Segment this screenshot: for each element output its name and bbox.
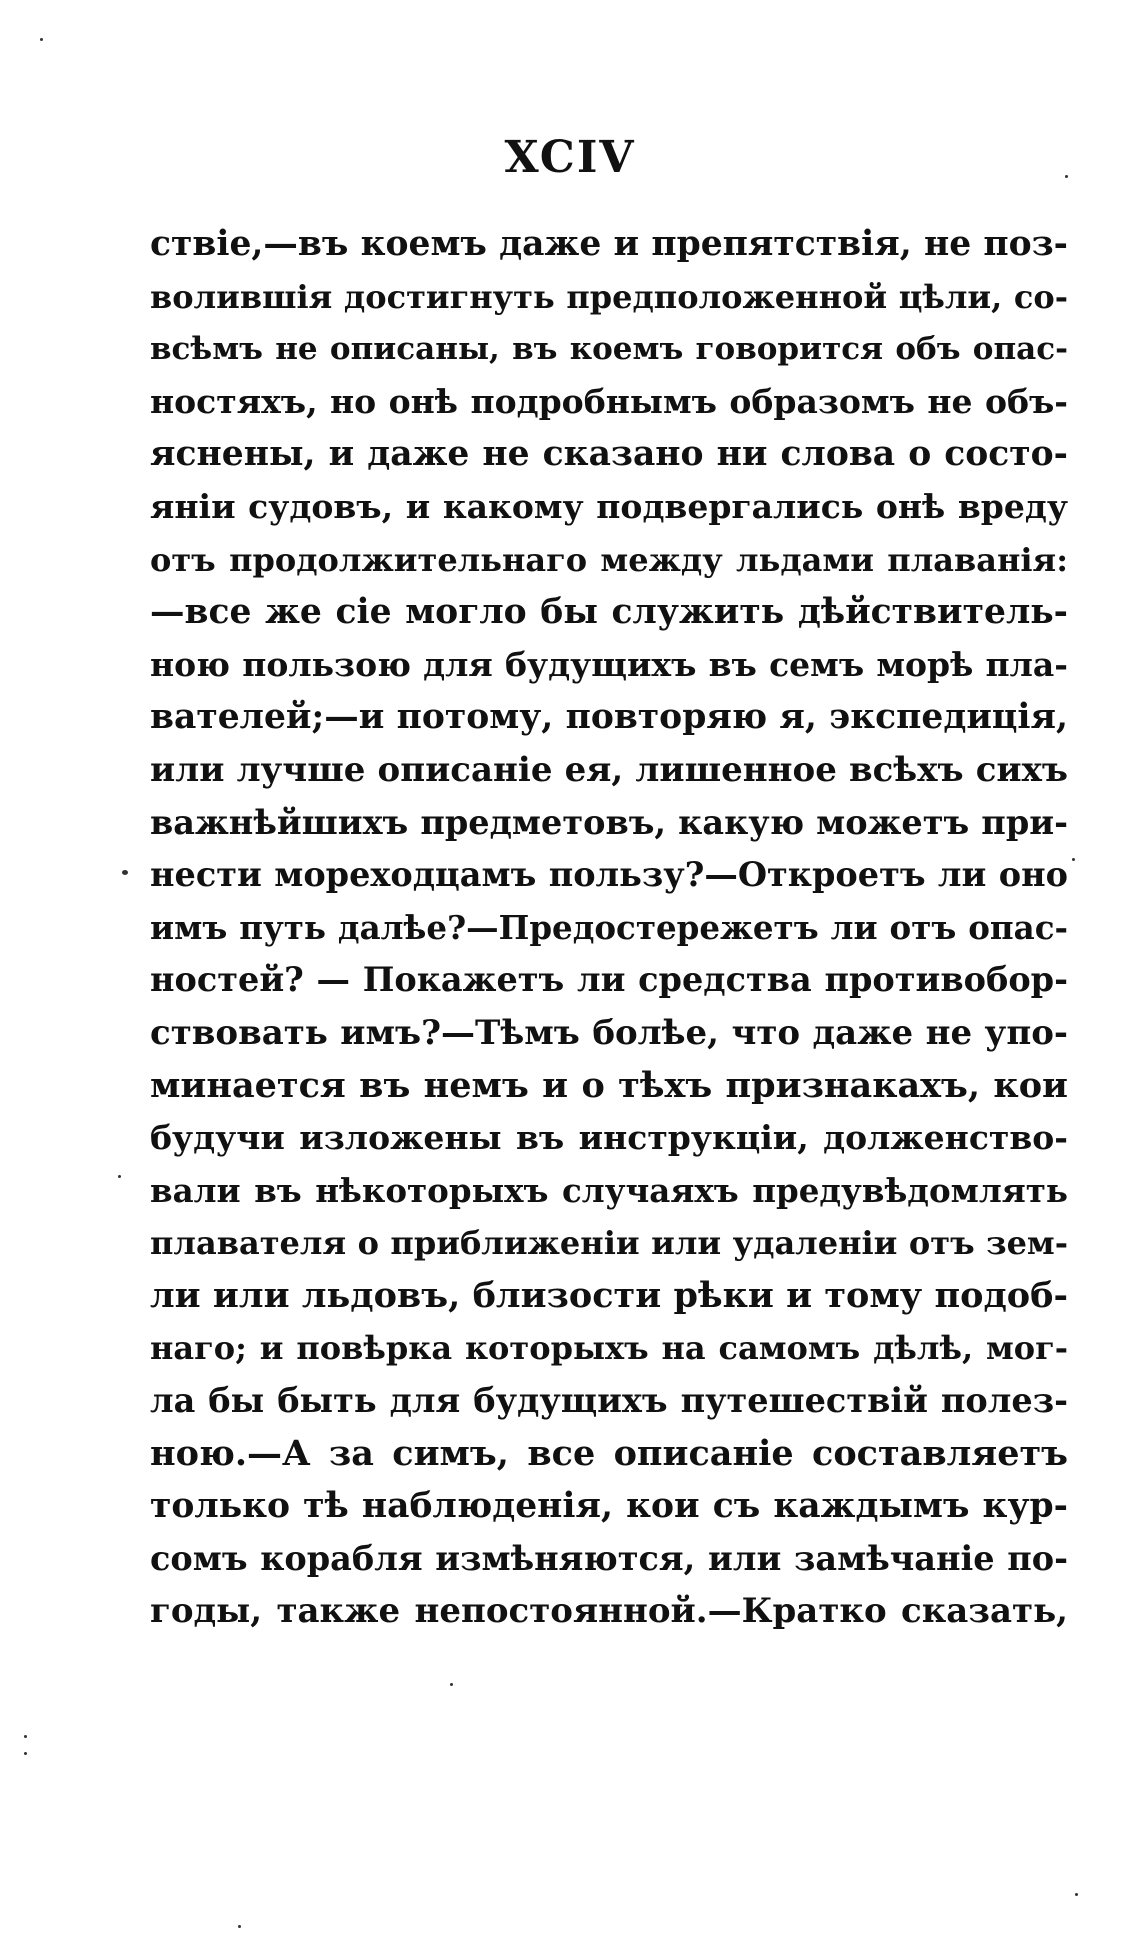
text-line-3: всѣмъ не описаны, въ коемъ говорится объ опас- [150, 331, 1068, 368]
text-line-4: ностяхъ, но онѣ подробнымъ образомъ не объ- [150, 381, 1068, 421]
text-line-20: плавателя о приближеніи или удаленіи отъ зем- [150, 1224, 1068, 1263]
scan-speck [24, 1752, 27, 1755]
text-line-19: вали въ нѣкоторыхъ случаяхъ предувѣдомлять [150, 1170, 1068, 1210]
text-line-14: имъ путь далѣе?—Предостережетъ ли отъ опас- [150, 907, 1068, 947]
text-line-10: вателей;—и потому, повторяю я, экспедиція, [150, 697, 1068, 738]
scan-speck [1065, 175, 1068, 178]
text-line-16: ствовать имъ?—Тѣмъ болѣе, что даже не упо- [150, 1012, 1068, 1053]
text-line-6: яніи судовъ, и какому подвергались онѣ вреду [150, 486, 1068, 526]
text-line-23: ла бы быть для будущихъ путешествій полез- [150, 1381, 1068, 1421]
text-line-11: или лучше описаніе ея, лишенное всѣхъ сихъ [150, 749, 1068, 790]
text-line-24: ною.—А за симъ, все описаніе составляетъ [150, 1432, 1068, 1474]
text-line-2: волившія достигнуть предположенной цѣли, со- [150, 277, 1068, 316]
scan-speck [118, 1175, 121, 1178]
text-line-9: ною пользою для будущихъ въ семъ морѣ пла- [150, 644, 1068, 684]
scan-speck [238, 1925, 241, 1928]
text-line-27: годы, также непостоянной.—Кратко сказать, [150, 1591, 1068, 1632]
text-line-7: отъ продолжительнаго между льдами плаванія: [150, 540, 1068, 579]
scan-speck [40, 38, 43, 41]
text-line-26: сомъ корабля измѣняются, или замѣчаніе по- [150, 1538, 1068, 1578]
text-line-13: нести мореходцамъ пользу?—Откроетъ ли оно [150, 855, 1068, 895]
text-line-12: важнѣйшихъ предметовъ, какую можетъ при- [150, 802, 1068, 842]
text-line-21: ли или льдовъ, близости рѣки и тому подоб- [150, 1274, 1068, 1316]
scan-speck [24, 1735, 27, 1738]
scan-speck [450, 1683, 453, 1686]
text-line-18: будучи изложены въ инструкціи, долженство- [150, 1118, 1068, 1158]
body-text [150, 218, 1068, 1638]
text-line-17: минается въ немъ и о тѣхъ признакахъ, кои [150, 1064, 1068, 1106]
text-line-15: ностей? — Покажетъ ли средства противобор- [150, 960, 1068, 1000]
text-line-5: яснены, и даже не сказано ни слова о состо- [150, 434, 1068, 475]
scan-speck [122, 870, 128, 875]
scan-speck [1075, 1893, 1078, 1896]
text-line-1: ствіе,—въ коемъ даже и препятствія, не поз- [150, 224, 1068, 264]
scan-speck [1072, 858, 1075, 861]
text-line-22: наго; и повѣрка которыхъ на самомъ дѣлѣ, мог- [150, 1329, 1068, 1368]
text-line-25: только тѣ наблюденія, кои съ каждымъ кур- [150, 1486, 1068, 1527]
text-line-8: —все же сіе могло бы служить дѣйствитель- [150, 592, 1068, 633]
page-number: XCIV [504, 132, 636, 183]
